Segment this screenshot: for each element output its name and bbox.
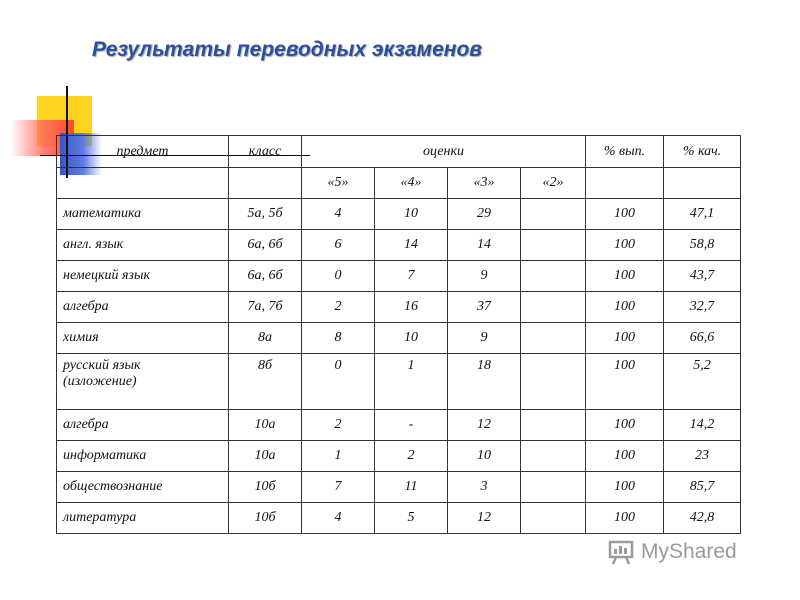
cell-grade-5: 2 <box>302 410 375 441</box>
subheader-empty <box>57 168 229 199</box>
cell-subject: алгебра <box>57 292 229 323</box>
cell-subject: химия <box>57 323 229 354</box>
cell-grade-3: 3 <box>448 472 521 503</box>
cell-percent-quality: 85,7 <box>664 472 741 503</box>
cell-grade-5: 2 <box>302 292 375 323</box>
cell-grade-4: 7 <box>375 261 448 292</box>
cell-percent-quality: 32,7 <box>664 292 741 323</box>
cell-subject <box>57 354 229 410</box>
cell-subject: англ. язык <box>57 230 229 261</box>
header-percent-pass: % вып. <box>586 136 664 168</box>
cell-grade-2 <box>521 292 586 323</box>
cell-grade-2 <box>521 472 586 503</box>
presentation-board-icon <box>607 538 635 566</box>
header-class: класс <box>229 136 302 168</box>
cell-grade-2 <box>521 441 586 472</box>
cell-grade-2 <box>521 230 586 261</box>
cell-percent-pass: 100 <box>586 503 664 534</box>
table-row <box>57 441 741 472</box>
exam-results-table <box>56 135 741 534</box>
cell-grade-3: 37 <box>448 292 521 323</box>
header-subject: предмет <box>57 136 229 168</box>
table-row <box>57 354 741 410</box>
cell-class: 10а <box>229 410 302 441</box>
cell-class: 7а, 7б <box>229 292 302 323</box>
cell-grade-5: 0 <box>302 354 375 410</box>
cell-percent-pass: 100 <box>586 199 664 230</box>
cell-subject: обществознание <box>57 472 229 503</box>
cell-percent-pass: 100 <box>586 292 664 323</box>
cell-percent-pass: 100 <box>586 354 664 410</box>
cell-grade-5: 1 <box>302 441 375 472</box>
cell-grade-3: 9 <box>448 261 521 292</box>
cell-class: 8а <box>229 323 302 354</box>
cell-percent-quality: 66,6 <box>664 323 741 354</box>
table-row <box>57 323 741 354</box>
cell-grade-2 <box>521 503 586 534</box>
myshared-watermark <box>607 538 737 566</box>
table-row <box>57 472 741 503</box>
cell-percent-pass: 100 <box>586 230 664 261</box>
subheader-empty <box>229 168 302 199</box>
header-grades: оценки <box>302 136 586 168</box>
table-row <box>57 410 741 441</box>
cell-grade-3: 14 <box>448 230 521 261</box>
cell-class: 6а, 6б <box>229 230 302 261</box>
cell-grade-4: 11 <box>375 472 448 503</box>
cell-grade-3: 18 <box>448 354 521 410</box>
cell-class: 5а, 5б <box>229 199 302 230</box>
cell-percent-pass: 100 <box>586 323 664 354</box>
cell-percent-quality: 47,1 <box>664 199 741 230</box>
cell-percent-pass: 100 <box>586 472 664 503</box>
cell-grade-4: 16 <box>375 292 448 323</box>
cell-grade-3: 12 <box>448 410 521 441</box>
cell-percent-quality: 5,2 <box>664 354 741 410</box>
header-percent-quality: % кач. <box>664 136 741 168</box>
cell-grade-4: 1 <box>375 354 448 410</box>
cell-grade-3: 12 <box>448 503 521 534</box>
table-row <box>57 199 741 230</box>
cell-class: 10б <box>229 503 302 534</box>
slide-title: Результаты переводных экзаменов <box>92 38 482 61</box>
header-grade-3: «3» <box>448 168 521 199</box>
cell-subject: литература <box>57 503 229 534</box>
subheader-empty <box>664 168 741 199</box>
cell-subject-line2: (изложение) <box>63 374 137 389</box>
table-row <box>57 230 741 261</box>
cell-percent-quality: 14,2 <box>664 410 741 441</box>
cell-grade-4: 10 <box>375 199 448 230</box>
cell-subject-line1: русский язык <box>63 358 141 373</box>
cell-class: 10б <box>229 472 302 503</box>
subheader-empty <box>586 168 664 199</box>
table-subheader-row <box>57 168 741 199</box>
cell-grade-5: 4 <box>302 199 375 230</box>
cell-grade-5: 4 <box>302 503 375 534</box>
cell-grade-5: 7 <box>302 472 375 503</box>
cell-grade-4: 14 <box>375 230 448 261</box>
cell-grade-4: 2 <box>375 441 448 472</box>
cell-grade-4: 5 <box>375 503 448 534</box>
cell-percent-quality: 42,8 <box>664 503 741 534</box>
cell-grade-2 <box>521 410 586 441</box>
cell-grade-5: 8 <box>302 323 375 354</box>
table-header-row <box>57 136 741 168</box>
cell-class: 10а <box>229 441 302 472</box>
cell-percent-pass: 100 <box>586 441 664 472</box>
cell-grade-2 <box>521 354 586 410</box>
table-row <box>57 292 741 323</box>
cell-percent-quality: 58,8 <box>664 230 741 261</box>
cell-grade-4: - <box>375 410 448 441</box>
header-grade-2: «2» <box>521 168 586 199</box>
cell-grade-5: 6 <box>302 230 375 261</box>
cell-grade-2 <box>521 323 586 354</box>
cell-percent-quality: 23 <box>664 441 741 472</box>
cell-grade-2 <box>521 199 586 230</box>
watermark-text: MyShared <box>641 540 737 563</box>
cell-grade-4: 10 <box>375 323 448 354</box>
cell-subject: информатика <box>57 441 229 472</box>
table-row <box>57 261 741 292</box>
table-row <box>57 503 741 534</box>
header-grade-4: «4» <box>375 168 448 199</box>
header-grade-5: «5» <box>302 168 375 199</box>
cell-subject: алгебра <box>57 410 229 441</box>
cell-class: 6а, 6б <box>229 261 302 292</box>
cell-grade-2 <box>521 261 586 292</box>
cell-subject: математика <box>57 199 229 230</box>
cell-grade-3: 29 <box>448 199 521 230</box>
cell-grade-3: 9 <box>448 323 521 354</box>
cell-percent-quality: 43,7 <box>664 261 741 292</box>
cell-class: 8б <box>229 354 302 410</box>
cell-subject: немецкий язык <box>57 261 229 292</box>
cell-percent-pass: 100 <box>586 410 664 441</box>
cell-grade-3: 10 <box>448 441 521 472</box>
cell-grade-5: 0 <box>302 261 375 292</box>
cell-percent-pass: 100 <box>586 261 664 292</box>
